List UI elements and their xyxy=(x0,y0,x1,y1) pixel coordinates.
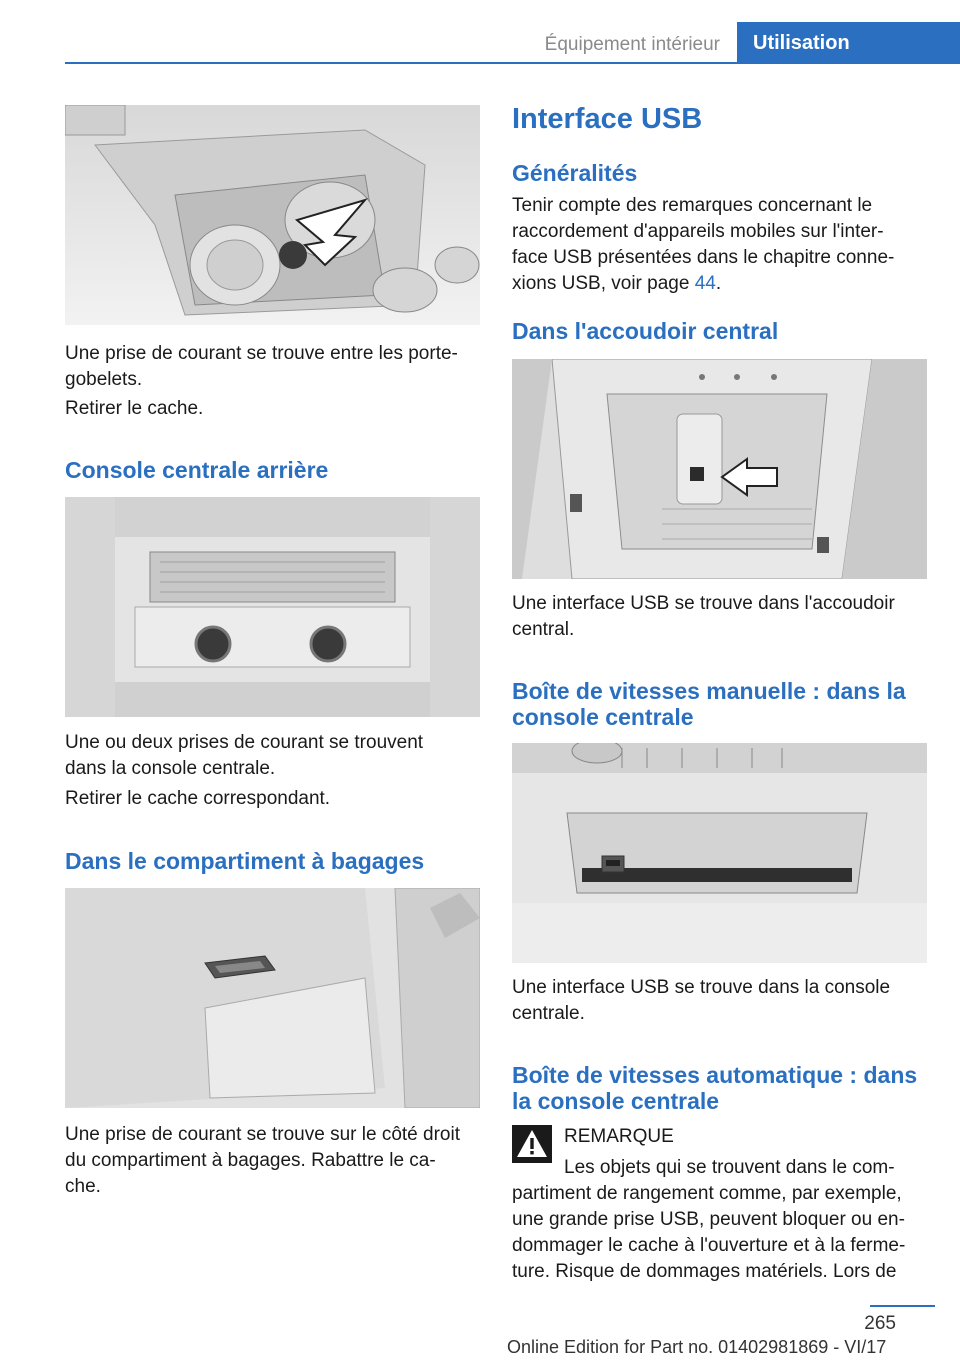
caption-armrest-line-2: central. xyxy=(512,619,575,640)
caption-trunk-line-1: Une prise de courant se trouve sur le côté droit xyxy=(65,1124,460,1145)
heading-usb-interface: Interface USB xyxy=(512,103,703,135)
header-section-title: Équipement intérieur xyxy=(544,34,720,55)
figure-rear-console xyxy=(65,497,480,717)
general-line-3: face USB présentées dans le chapitre conne- xyxy=(512,247,895,268)
page-number: 265 xyxy=(864,1313,896,1334)
general-line-4 xyxy=(512,271,721,297)
heading-manual-line-2: console centrale xyxy=(512,704,694,730)
footer-edition: Online Edition for Part no. 01402981869 - VI/17 xyxy=(507,1337,887,1357)
caption-console-line-2: dans la console centrale. xyxy=(65,758,276,779)
heading-manual-line-1: Boîte de vitesses manuelle : dans la xyxy=(512,678,906,704)
figure-cupholder-socket xyxy=(65,105,480,325)
header-chapter-tab: Utilisation xyxy=(737,22,960,64)
figure-armrest-usb xyxy=(512,359,927,579)
heading-armrest: Dans l'accoudoir central xyxy=(512,318,779,344)
caption-manual-line-2: centrale. xyxy=(512,1003,585,1024)
footer-rule xyxy=(870,1305,935,1307)
heading-auto-line-1: Boîte de vitesses automatique : dans xyxy=(512,1062,918,1088)
caption-console-line-1: Une ou deux prises de courant se trouvent xyxy=(65,732,424,753)
heading-auto-line-2: la console centrale xyxy=(512,1088,720,1114)
caption-manual-line-1: Une interface USB se trouve dans la console xyxy=(512,977,891,998)
caption-trunk-line-3: che. xyxy=(65,1176,101,1197)
general-line-4-text: xions USB, voir page xyxy=(512,273,695,294)
caption-trunk-line-2: du compartiment à bagages. Rabattre le ca- xyxy=(65,1150,436,1171)
note-line-3: une grande prise USB, peuvent bloquer ou en- xyxy=(512,1209,905,1230)
heading-general: Généralités xyxy=(512,160,638,186)
warning-icon xyxy=(512,1125,552,1163)
note-line-4: dommager le cache à l'ouverture et à la ferme- xyxy=(512,1235,906,1256)
caption-socket-line-3: Retirer le cache. xyxy=(65,398,204,419)
caption-armrest-line-1: Une interface USB se trouve dans l'accoudoir xyxy=(512,593,895,614)
caption-socket-line-2: gobelets. xyxy=(65,369,143,390)
header-rule xyxy=(65,62,935,64)
figure-trunk-socket xyxy=(65,888,480,1108)
heading-trunk: Dans le compartiment à bagages xyxy=(65,848,425,874)
note-line-2: partiment de rangement comme, par exemple, xyxy=(512,1183,902,1204)
general-line-1: Tenir compte des remarques concernant le xyxy=(512,195,873,216)
caption-console-line-3: Retirer le cache correspondant. xyxy=(65,788,331,809)
note-line-1: Les objets qui se trouvent dans le com- xyxy=(564,1157,895,1178)
general-line-4-end: . xyxy=(715,273,722,294)
figure-manual-console-usb xyxy=(512,743,927,963)
page-link-44[interactable]: 44 xyxy=(694,273,716,294)
general-line-2: raccordement d'appareils mobiles sur l'inter- xyxy=(512,221,884,242)
note-line-5: ture. Risque de dommages matériels. Lors de xyxy=(512,1261,897,1282)
caption-socket-line-1: Une prise de courant se trouve entre les porte- xyxy=(65,343,458,364)
heading-rear-console: Console centrale arrière xyxy=(65,457,329,483)
note-label: REMARQUE xyxy=(564,1126,674,1147)
